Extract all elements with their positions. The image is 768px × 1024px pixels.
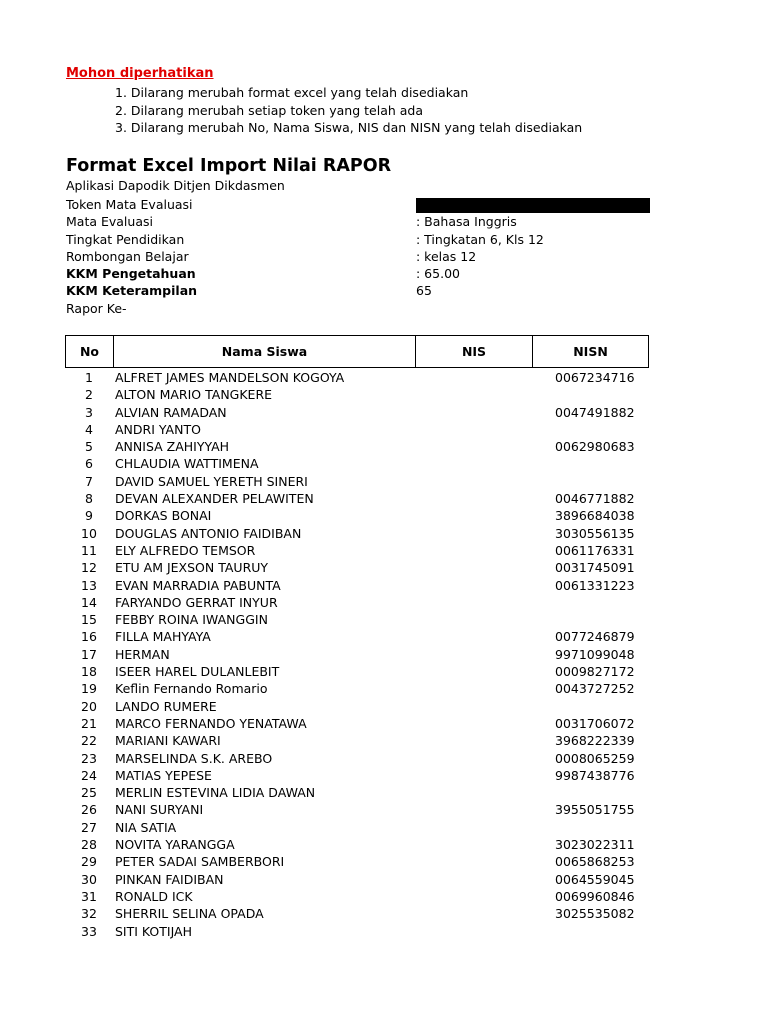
column-header-nis: NIS [416,336,533,367]
cell-no: 29 [81,854,97,870]
table-row [65,698,649,715]
cell-nisn: 0061331223 [555,577,635,593]
cell-name: EVAN MARRADIA PABUNTA [115,577,281,593]
table-row [65,871,649,888]
cell-no: 9 [85,508,93,524]
table-header [65,335,649,368]
info-row-class [66,248,666,265]
info-label: Rapor Ke- [66,300,127,316]
cell-name: ISEER HAREL DULANLEBIT [115,664,280,680]
cell-name: ELY ALFREDO TEMSOR [115,542,256,558]
redacted-token [416,198,650,213]
cell-nisn: 3023022311 [555,837,635,853]
info-value: : Tingkatan 6, Kls 12 [416,231,544,247]
table-row [65,784,649,801]
rule-item: 3. Dilarang merubah No, Nama Siswa, NIS dan NISN yang telah disediakan [115,120,583,135]
table-row [65,525,649,542]
table-row [65,386,649,403]
table-row [65,732,649,749]
table-row [65,663,649,680]
cell-name: MARCO FERNANDO YENATAWA [115,715,307,731]
cell-name: DEVAN ALEXANDER PELAWITEN [115,491,314,507]
info-row-report [66,300,666,317]
notice-title: Mohon diperhatikan [66,66,214,81]
cell-no: 1 [85,370,93,385]
cell-no: 7 [85,473,93,489]
cell-name: PINKAN FAIDIBAN [115,871,224,887]
cell-name: DOUGLAS ANTONIO FAIDIBAN [115,525,302,541]
table-row [65,646,649,663]
cell-name: ALTON MARIO TANGKERE [115,387,273,403]
info-value: : 65.00 [416,266,460,282]
info-label: Tingkat Pendidikan [66,231,185,247]
cell-no: 18 [81,664,97,680]
cell-name: ANNISA ZAHIYYAH [115,439,230,455]
info-value: : Bahasa Inggris [416,214,517,230]
cell-no: 14 [81,594,97,610]
cell-name: SITI KOTIJAH [115,923,193,939]
table-row [65,767,649,784]
cell-name: LANDO RUMERE [115,698,217,714]
cell-no: 33 [81,923,97,939]
cell-nisn: 0043727252 [555,681,635,697]
cell-nisn: 0008065259 [555,750,635,766]
cell-no: 17 [81,646,97,662]
table-row [65,715,649,732]
table-row [65,853,649,870]
cell-no: 28 [81,837,97,853]
cell-no: 13 [81,577,97,593]
info-row-kkm-skill [66,282,666,299]
info-row-token [66,196,666,213]
rules-list [115,84,582,137]
table-row [65,801,649,818]
column-header-name: Nama Siswa [114,336,416,367]
info-row-subject [66,213,666,230]
cell-nisn: 0061176331 [555,542,635,558]
table-row [65,507,649,524]
cell-nisn: 0009827172 [555,664,635,680]
table-row [65,750,649,767]
cell-name: PETER SADAI SAMBERBORI [115,854,285,870]
info-label: Token Mata Evaluasi [66,197,193,212]
rule-item: 2. Dilarang merubah setiap token yang telah ada [115,102,424,118]
cell-nisn: 9971099048 [555,646,635,662]
info-label: KKM Keterampilan [66,283,198,299]
table-row [65,819,649,836]
cell-no: 15 [81,612,97,628]
app-name: Aplikasi Dapodik Ditjen Dikdasmen [66,178,285,193]
cell-name: MARSELINDA S.K. AREBO [115,750,273,766]
cell-name: RONALD ICK [115,888,193,904]
table-row [65,542,649,559]
cell-no: 30 [81,871,97,887]
cell-nisn: 3025535082 [555,906,635,922]
cell-nisn: 0062980683 [555,439,635,455]
cell-name: FEBBY ROINA IWANGGIN [115,612,268,628]
table-row [65,438,649,455]
cell-name: ALVIAN RAMADAN [115,404,227,420]
table-row [65,455,649,472]
cell-name: NANI SURYANI [115,802,204,818]
info-row-level [66,231,666,248]
cell-nisn: 0077246879 [555,629,635,645]
cell-no: 19 [81,681,97,697]
cell-name: HERMAN [115,646,170,662]
info-section [66,196,666,317]
cell-nisn: 0065868253 [555,854,635,870]
table-row [65,594,649,611]
cell-nisn: 3896684038 [555,508,635,524]
cell-name: DORKAS BONAI [115,508,212,524]
table-row [65,628,649,645]
cell-no: 22 [81,733,97,749]
cell-no: 23 [81,750,97,766]
cell-no: 10 [81,525,97,541]
cell-no: 4 [85,421,93,437]
cell-name: CHLAUDIA WATTIMENA [115,456,259,472]
cell-nisn: 3955051755 [555,802,635,818]
cell-nisn: 3030556135 [555,525,635,541]
cell-name: DAVID SAMUEL YERETH SINERI [115,473,308,489]
table-row [65,680,649,697]
cell-nisn: 0031706072 [555,715,635,731]
cell-nisn: 0047491882 [555,404,635,420]
table-body [65,369,649,940]
info-label: Mata Evaluasi [66,214,153,230]
table-row [65,421,649,438]
cell-no: 32 [81,906,97,922]
cell-nisn: 0064559045 [555,871,635,887]
cell-no: 31 [81,888,97,904]
cell-nisn: 0046771882 [555,491,635,507]
cell-no: 6 [85,456,93,472]
info-label: Rombongan Belajar [66,248,189,264]
cell-no: 5 [85,439,93,455]
cell-no: 24 [81,767,97,783]
column-header-nisn: NISN [573,344,608,359]
table-row [65,577,649,594]
table-row [65,836,649,853]
cell-name: SHERRIL SELINA OPADA [115,906,264,922]
table-row [65,369,649,386]
table-row [65,888,649,905]
cell-name: MERLIN ESTEVINA LIDIA DAWAN [115,785,316,801]
info-label: KKM Pengetahuan [66,266,196,282]
cell-nisn: 0067234716 [555,370,635,385]
cell-name: FARYANDO GERRAT INYUR [115,594,278,610]
table-row [65,473,649,490]
cell-no: 2 [85,387,93,403]
table-row [65,905,649,922]
table-row [65,611,649,628]
cell-no: 20 [81,698,97,714]
document-title: Format Excel Import Nilai RAPOR [66,156,392,176]
info-row-kkm-knowledge [66,265,666,282]
cell-no: 8 [85,491,93,507]
table-row [65,559,649,576]
cell-name: FILLA MAHYAYA [115,629,211,645]
rule-item: 1. Dilarang merubah format excel yang telah disediakan [115,85,469,100]
table-row [65,923,649,940]
cell-nisn: 0031745091 [555,560,635,576]
cell-no: 27 [81,819,97,835]
cell-name: ANDRI YANTO [115,421,201,437]
cell-nisn: 9987438776 [555,767,635,783]
cell-no: 26 [81,802,97,818]
cell-no: 12 [81,560,97,576]
table-row [65,404,649,421]
cell-nisn: 0069960846 [555,888,635,904]
cell-name: NOVITA YARANGGA [115,837,235,853]
column-header-no: No [66,336,114,367]
table-row [65,490,649,507]
cell-no: 25 [81,785,97,801]
cell-name: Keflin Fernando Romario [115,681,268,697]
cell-name: ALFRET JAMES MANDELSON KOGOYA [115,370,345,385]
cell-nisn: 3968222339 [555,733,635,749]
cell-name: NIA SATIA [115,819,177,835]
cell-no: 21 [81,715,97,731]
cell-name: MARIANI KAWARI [115,733,221,749]
cell-no: 3 [85,404,93,420]
cell-name: ETU AM JEXSON TAURUY [115,560,269,576]
info-value: 65 [416,283,432,299]
cell-no: 16 [81,629,97,645]
cell-name: MATIAS YEPESE [115,767,212,783]
info-value: : kelas 12 [416,248,477,264]
cell-no: 11 [81,542,97,558]
